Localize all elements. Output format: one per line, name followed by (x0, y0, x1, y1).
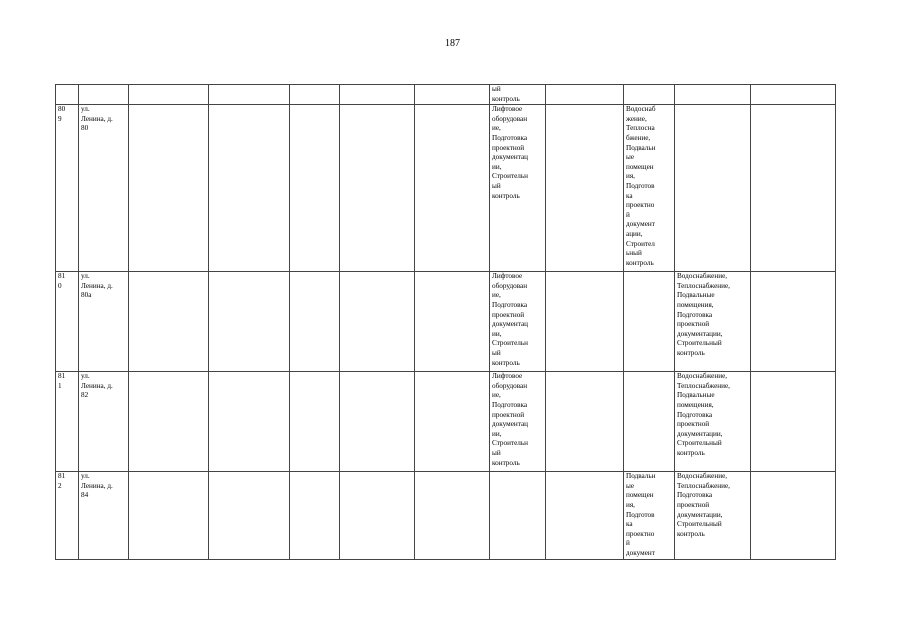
table-cell-works: Лифтовое оборудован ие, Подготовка проектной документац ии, Строительн ый контроль (490, 372, 546, 472)
table-cell (415, 472, 490, 560)
table-cell (751, 272, 836, 372)
table-cell-address: ул. Ленина, д. 80 (79, 105, 129, 272)
table-cell-works (675, 85, 751, 105)
table-cell-works: Лифтовое оборудован ие, Подготовка проектной документац ии, Строительн ый контроль (490, 105, 546, 272)
table-cell (129, 272, 209, 372)
table-cell (546, 472, 624, 560)
table-cell-address: ул. Ленина, д. 84 (79, 472, 129, 560)
table-cell (290, 372, 340, 472)
table-cell-works (490, 472, 546, 560)
table-cell (209, 85, 290, 105)
table-cell (290, 85, 340, 105)
table-cell (129, 472, 209, 560)
table-cell (209, 472, 290, 560)
table-cell-num: 81 1 (56, 372, 79, 472)
table-cell (415, 85, 490, 105)
table-cell (546, 372, 624, 472)
table-cell-works (675, 105, 751, 272)
table-cell-address: ул. Ленина, д. 82 (79, 372, 129, 472)
table-cell (340, 85, 415, 105)
table-cell-works: Подвальн ые помещен ия, Подготов ка проектно й документ (624, 472, 675, 560)
table-cell (290, 272, 340, 372)
table-cell-works: Водоснабжение, Теплоснабжение, Подготовка проектной документации, Строительный контроль (675, 472, 751, 560)
table-cell (340, 272, 415, 372)
table-cell-num (56, 85, 79, 105)
table-cell-works: Водоснабжение, Теплоснабжение, Подвальные помещения, Подготовка проектной документации, Строительный контроль (675, 272, 751, 372)
table-row (56, 472, 836, 560)
table-cell-works (624, 85, 675, 105)
table-cell-num: 81 0 (56, 272, 79, 372)
table-cell (209, 105, 290, 272)
table-cell (751, 85, 836, 105)
table-row (56, 272, 836, 372)
table-cell-num: 81 2 (56, 472, 79, 560)
table-cell-address: ул. Ленина, д. 80а (79, 272, 129, 372)
table-cell (209, 372, 290, 472)
table-cell (751, 105, 836, 272)
table-cell (290, 105, 340, 272)
table-cell-num: 80 9 (56, 105, 79, 272)
table-cell (546, 85, 624, 105)
table-cell (751, 472, 836, 560)
table-row (56, 372, 836, 472)
table-row-continuation (56, 85, 836, 105)
table-cell (751, 372, 836, 472)
table-cell (129, 372, 209, 472)
table-cell (546, 272, 624, 372)
table-cell-address (79, 85, 129, 105)
table-cell-works (624, 372, 675, 472)
table-cell (290, 472, 340, 560)
page-number: 187 (445, 38, 460, 49)
table-cell-works: Лифтовое оборудован ие, Подготовка проектной документац ии, Строительн ый контроль (490, 272, 546, 372)
table-cell-works: Водоснаб жение, Теплосна бжение, Подвальн ые помещен ия, Подготов ка проектно й документ ации, Строител ьный контроль (624, 105, 675, 272)
table-cell-works: Водоснабжение, Теплоснабжение, Подвальные помещения, Подготовка проектной документации, Строительный контроль (675, 372, 751, 472)
table-cell (340, 372, 415, 472)
table-cell (129, 105, 209, 272)
table-cell (340, 472, 415, 560)
table-cell (129, 85, 209, 105)
table-cell (209, 272, 290, 372)
table-cell (415, 105, 490, 272)
table-cell (415, 372, 490, 472)
table-cell (546, 105, 624, 272)
table-cell-works: ый контроль (490, 85, 546, 105)
table-row (56, 105, 836, 272)
table-cell (415, 272, 490, 372)
table-cell (340, 105, 415, 272)
table-cell-works (624, 272, 675, 372)
repair-schedule-table (55, 84, 836, 560)
